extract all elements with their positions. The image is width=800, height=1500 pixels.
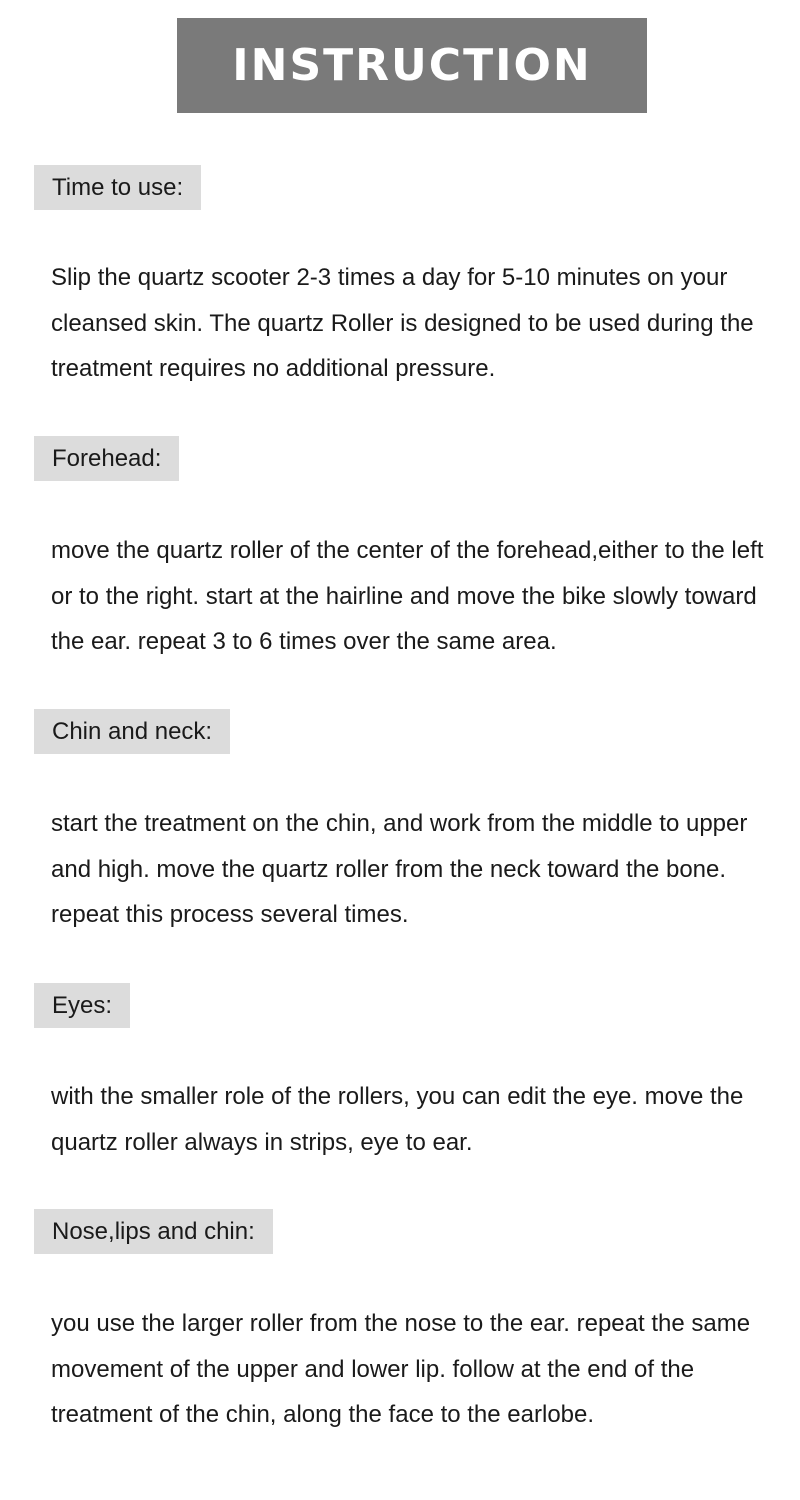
section-text-time-to-use: Slip the quartz scooter 2-3 times a day for 5-10 minutes on your cleansed skin. The quartz Roller is designed to be used during the treatment requires no additional pressure. (51, 264, 754, 382)
section-label-chin-and-neck: Chin and neck: (34, 709, 230, 754)
section-text-forehead: move the quartz roller of the center of the forehead,either to the left or to the right. start at the hairline and move the bike slowly toward the ear. repeat 3 to 6 times over the same area. (51, 537, 764, 655)
title-banner (177, 18, 647, 113)
section-text-nose-lips-chin: you use the larger roller from the nose to the ear. repeat the same movement of the upper and lower lip. follow at the end of the treatment of the chin, along the face to the earlobe. (51, 1310, 751, 1428)
section-label-forehead: Forehead: (34, 436, 179, 481)
section-text-chin-and-neck: start the treatment on the chin, and work from the middle to upper and high. move the quartz roller from the neck toward the bone. repeat this process several times. (51, 810, 748, 928)
section-label-nose-lips-chin: Nose,lips and chin: (34, 1209, 273, 1254)
section-label-time-to-use: Time to use: (34, 165, 201, 210)
section-label-eyes: Eyes: (34, 983, 130, 1028)
section-text-eyes: with the smaller role of the rollers, you can edit the eye. move the quartz roller always in strips, eye to ear. (51, 1083, 744, 1156)
page-title: INSTRUCTION (232, 40, 592, 91)
